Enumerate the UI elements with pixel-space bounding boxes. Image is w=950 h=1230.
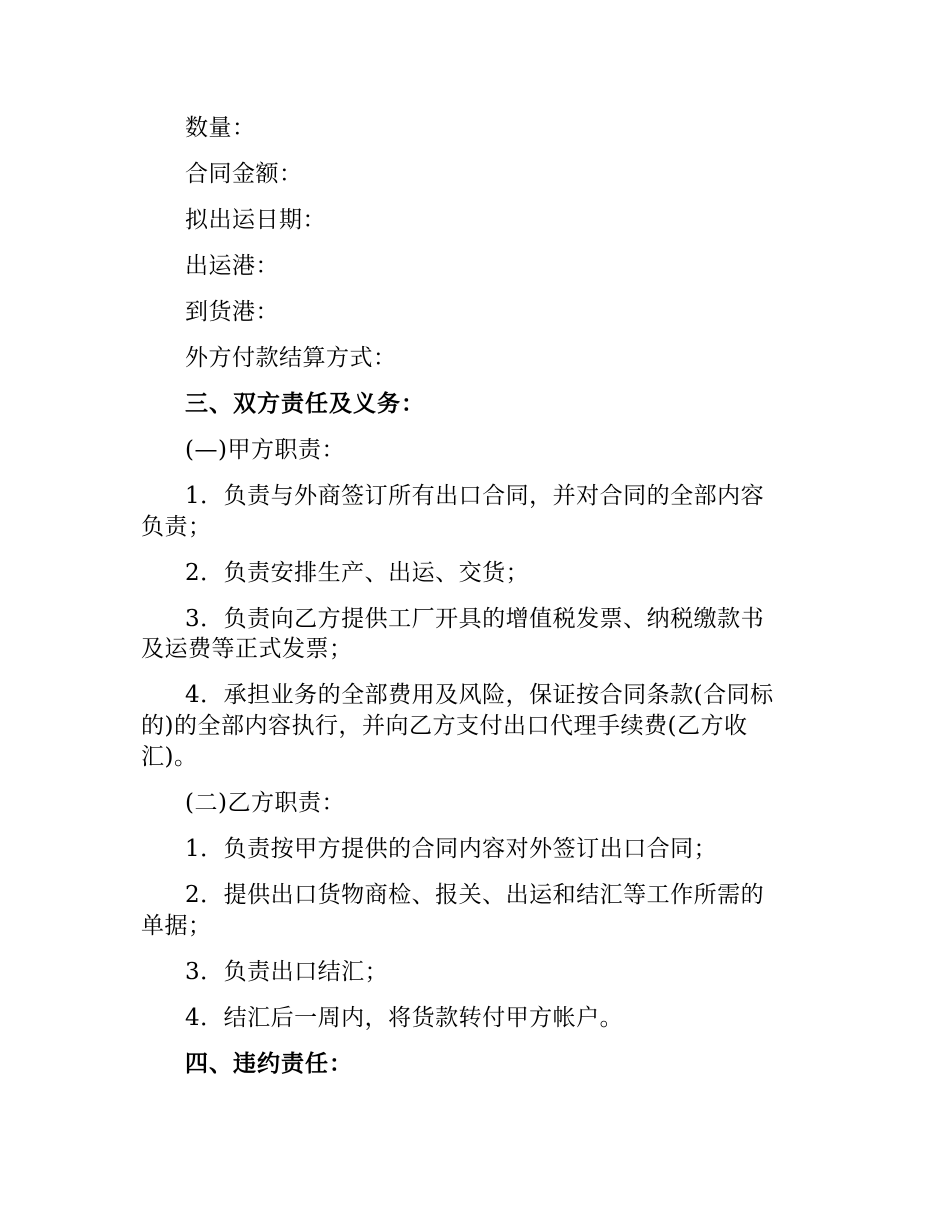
party-b-item-2-line-2: 单据； <box>141 913 212 939</box>
party-a-heading: (—)甲方职责： <box>185 437 345 463</box>
field-port-of-destination: 到货港： <box>185 299 279 325</box>
section-3-title: 三、双方责任及义务： <box>185 390 425 417</box>
party-b-item-2-line-1: 2．提供出口货物商检、报关、出运和结汇等工作所需的 <box>185 882 765 908</box>
field-planned-ship-date: 拟出运日期： <box>185 207 326 233</box>
party-b-heading: (二)乙方职责： <box>185 790 345 816</box>
party-a-item-1-line-2: 负责； <box>141 514 212 540</box>
section-4-title: 四、违约责任： <box>185 1050 353 1077</box>
party-a-item-4-line-2: 的)的全部内容执行，并向乙方支付出口代理手续费(乙方收 <box>141 713 748 739</box>
party-a-item-3-line-2: 及运费等正式发票； <box>141 636 353 662</box>
party-b-item-4: 4．结汇后一周内，将货款转付甲方帐户。 <box>185 1005 624 1031</box>
party-a-item-4-line-3: 汇)。 <box>141 744 198 770</box>
party-a-item-3-line-1: 3．负责向乙方提供工厂开具的增值税发票、纳税缴款书 <box>185 606 765 632</box>
party-b-item-1: 1．负责按甲方提供的合同内容对外签订出口合同； <box>185 836 718 862</box>
party-a-item-4-line-1: 4．承担业务的全部费用及风险，保证按合同条款(合同标 <box>185 682 774 708</box>
field-port-of-shipment: 出运港： <box>185 253 279 279</box>
field-payment-method: 外方付款结算方式： <box>185 345 397 371</box>
party-b-item-3: 3．负责出口结汇； <box>185 959 389 985</box>
party-a-item-2: 2．负责安排生产、出运、交货； <box>185 560 530 586</box>
field-quantity: 数量： <box>185 115 256 141</box>
field-contract-amount: 合同金额： <box>185 161 303 187</box>
party-a-item-1-line-1: 1．负责与外商签订所有出口合同，并对合同的全部内容 <box>185 483 765 509</box>
